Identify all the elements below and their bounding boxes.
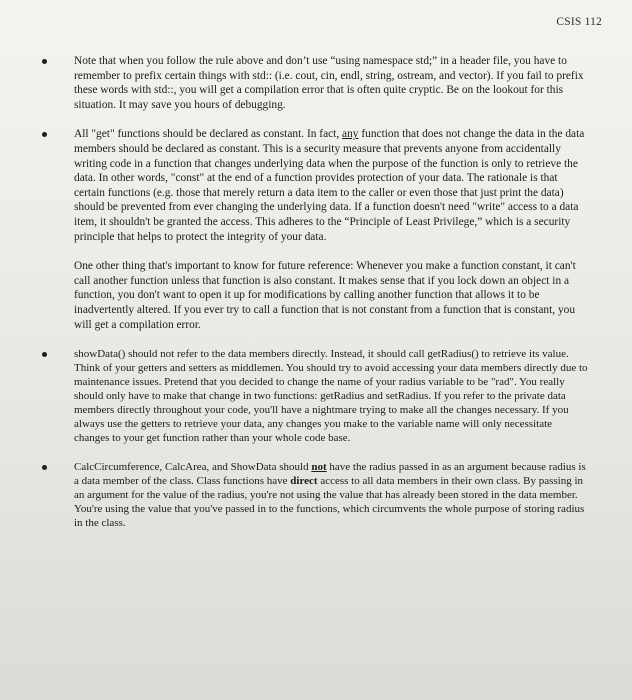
bullet-text-part: function that does not change the data in the data members should be declared as constant. This is a security measure that prevents anyone from accidentally writing code in a function that changes underlying data when the purpose of the function is only to retrieve the data. In other words, "const" at the end of a function provides protection of your data. The rationale is that certain functions (e.g. those that merely return a data item to the caller or even those that just print the data) should be prevented from ever changing the underlying data. If a function doesn't need "write" access to a data item, it shouldn't be granted the access. This adheres to the “Principle of Least Privilege,” which is a security principle that helps to protect the integrity of your data. (74, 128, 585, 243)
bullet-dot-icon (42, 132, 47, 137)
bullet-text-part: CalcCircumference, CalcArea, and ShowData should (74, 461, 312, 474)
bullet-dot-icon (42, 465, 47, 470)
bullet-text: Note that when you follow the rule above and don’t use “using namespace std;” in a header file, you have to remember to prefix certain things with std:: (i.e. cout, cin, endl, string, ostream, and vector). If you fail to prefix these words with std::, you will get a compilation error that is often quite cryptic. Be on the lookout for this situation. It may save you hours of debugging. (74, 55, 584, 111)
underlined-word: any (342, 128, 359, 141)
bullet-item-showdata (28, 347, 588, 445)
course-header: CSIS 112 (556, 16, 602, 28)
bullet-text-part: access to all data members in their own class. By passing in an argument for the value of the radius, you're not using the value that has already been stored in the data member. You're using the value that you've passed in to the functions, which circumvents the whole purpose of storing radius in the class. (74, 475, 585, 530)
bullet-item-calc-functions (28, 460, 588, 530)
bold-word: direct (290, 475, 318, 488)
bullet-dot-icon (42, 352, 47, 357)
bold-underlined-word: not (311, 461, 327, 474)
bullet-text-part: All "get" functions should be declared as constant. In fact, (74, 128, 343, 141)
bullet-item-namespace-note (28, 54, 588, 112)
document-body (28, 54, 588, 545)
bullet-text: showData() should not refer to the data members directly. Instead, it should call getRadius() to retrieve its value. Think of your getters and setters as middlemen. You should try to avoid accessing your data members directly due to maintenance issues. Pretend that you decided to change the name of your radius variable to be "rad". You really should only have to make that change in two functions: getRadius and setRadius. If you refer to the private data members directly throughout your code, you'll have a nightmare trying to make all the changes necessary. If you always use the getters to retrieve your data, any changes you make to the variable name will only necessitate changes to your get function rather than your whole code base. (74, 348, 588, 445)
bullet-item-const-get-functions (28, 127, 588, 244)
bullet-dot-icon (42, 59, 47, 64)
paragraph-const-call-note: One other thing that's important to know for future reference: Whenever you make a function constant, it can't call another function unless that function is also constant. It makes sense that if you lock down an object in a function, you don't want to open it up for modifications by calling another function that allows it to be inadvertently altered. If you ever try to call a function that is not constant from a function that is constant, you will get a compilation error. (74, 260, 576, 331)
bullet-text-part: have the radius passed in as an argument because radius is a data member of the class. Class functions have (74, 461, 586, 488)
